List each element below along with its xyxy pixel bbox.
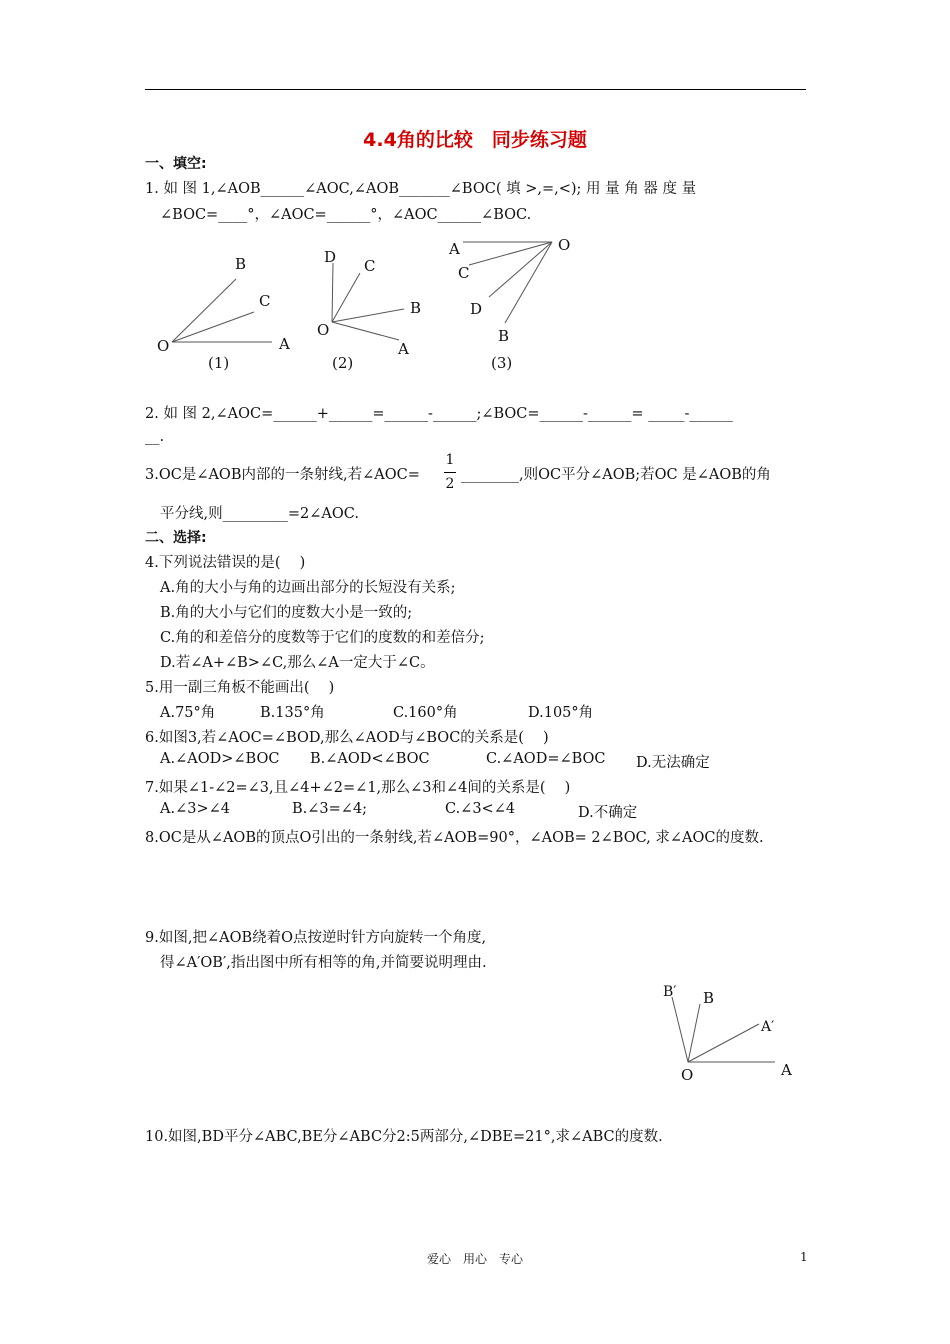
- fig3-label-a: A: [449, 240, 460, 258]
- fraction-denominator: 2: [445, 476, 455, 492]
- fig9-label-b: B: [703, 989, 715, 1007]
- fig2-label-b: B: [410, 299, 422, 317]
- fraction-numerator: 1: [445, 452, 455, 468]
- question-9-line-2: 得∠A′OB′,指出图中所有相等的角,并简要说明理由.: [160, 955, 487, 971]
- section-multiple-choice: 二、选择:: [145, 530, 207, 546]
- fig3-label-c: C: [458, 264, 470, 282]
- figure-3: [445, 232, 585, 375]
- fig9-label-o: O: [681, 1066, 694, 1084]
- figure-rotation: [655, 978, 800, 1088]
- question-9-line-1: 9.如图,把∠AOB绕着O点按逆时针方向旋转一个角度,: [145, 930, 487, 946]
- question-1-line-1: 1. 如 图 1,∠AOB______∠AOC,∠AOB_______∠BOC( 填 >,=,<); 用 量 角 器 度 量: [145, 181, 697, 197]
- question-5-option-a: A.75°角: [160, 705, 216, 721]
- fig3-label-d: D: [470, 300, 483, 318]
- page-footer: 爱心 用心 专心: [426, 1252, 523, 1266]
- fig2-label-a: A: [398, 340, 409, 358]
- fig3-label-b: B: [498, 327, 510, 345]
- question-3-part-2: ________,则OC平分∠AOB;若OC 是∠AOB的角: [461, 467, 771, 483]
- question-1-line-2: ∠BOC=____°，∠AOC=______°，∠AOC______∠BOC.: [160, 207, 532, 223]
- fig2-label-o: O: [317, 321, 330, 339]
- fig9-label-a-prime: A′: [761, 1019, 775, 1035]
- question-5-option-c: C.160°角: [393, 705, 458, 721]
- fig9-label-a: A: [781, 1061, 792, 1079]
- question-4-option-b: B.角的大小与它们的度数大小是一致的;: [160, 605, 413, 621]
- fig3-label-o: O: [558, 236, 571, 254]
- question-6-option-b: B.∠AOD<∠BOC: [310, 751, 430, 767]
- header-rule: [145, 89, 806, 90]
- fig1-label-c: C: [259, 292, 271, 310]
- fig2-caption: (2): [332, 354, 354, 372]
- question-6-option-a: A.∠AOD>∠BOC: [160, 751, 280, 767]
- question-7: 7.如果∠1-∠2=∠3,且∠4+∠2=∠1,那么∠3和∠4间的关系是( ): [145, 780, 571, 796]
- fig1-caption: (1): [208, 354, 230, 372]
- question-4-option-c: C.角的和差倍分的度数等于它们的度数的和差倍分;: [160, 630, 485, 646]
- page-title: 4.4角的比较 同步练习题: [363, 129, 587, 151]
- question-7-option-b: B.∠3=∠4;: [292, 801, 368, 817]
- question-3-line-2: 平分线,则_________=2∠AOC.: [160, 506, 359, 522]
- question-7-option-c: C.∠3<∠4: [445, 801, 516, 817]
- fig1-label-a: A: [279, 335, 290, 353]
- fig9-label-b-prime: B′: [663, 984, 677, 1000]
- question-4-option-a: A.角的大小与角的边画出部分的长短没有关系;: [160, 580, 456, 596]
- question-4-option-d: D.若∠A+∠B>∠C,那么∠A一定大于∠C。: [160, 655, 435, 671]
- question-5-option-b: B.135°角: [260, 705, 325, 721]
- question-7-option-d: D.不确定: [578, 805, 638, 821]
- question-4: 4.下列说法错误的是( ): [145, 555, 306, 571]
- figure-1: [150, 250, 300, 375]
- question-5-option-d: D.105°角: [528, 705, 594, 721]
- fraction-bar: [444, 472, 456, 473]
- question-6-option-c: C.∠AOD=∠BOC: [486, 751, 606, 767]
- figure-2: [312, 245, 432, 375]
- fig1-label-b: B: [235, 255, 247, 273]
- question-7-option-a: A.∠3>∠4: [160, 801, 230, 817]
- question-6: 6.如图3,若∠AOC=∠BOD,那么∠AOD与∠BOC的关系是( ): [145, 730, 549, 746]
- fig2-label-d: D: [324, 248, 337, 266]
- question-10: 10.如图,BD平分∠ABC,BE分∠ABC分2:5两部分,∠DBE=21°,求∠ABC的度数.: [145, 1129, 663, 1145]
- question-6-option-d: D.无法确定: [636, 755, 710, 771]
- question-2-line-2: __.: [145, 429, 165, 445]
- fig2-label-c: C: [364, 257, 376, 275]
- question-2-line-1: 2. 如 图 2,∠AOC=______+______=______-______;∠BOC=______-______= _____-______: [145, 406, 733, 422]
- fig1-label-o: O: [157, 337, 170, 355]
- section-fill-blank: 一、填空:: [145, 156, 207, 172]
- question-5: 5.用一副三角板不能画出( ): [145, 680, 335, 696]
- fig3-caption: (3): [491, 354, 513, 372]
- question-8: 8.OC是从∠AOB的顶点O引出的一条射线,若∠AOB=90°，∠AOB= 2∠BOC, 求∠AOC的度数.: [145, 830, 764, 846]
- question-3-part-1: 3.OC是∠AOB内部的一条射线,若∠AOC=: [145, 467, 420, 483]
- page-number: 1: [800, 1250, 808, 1264]
